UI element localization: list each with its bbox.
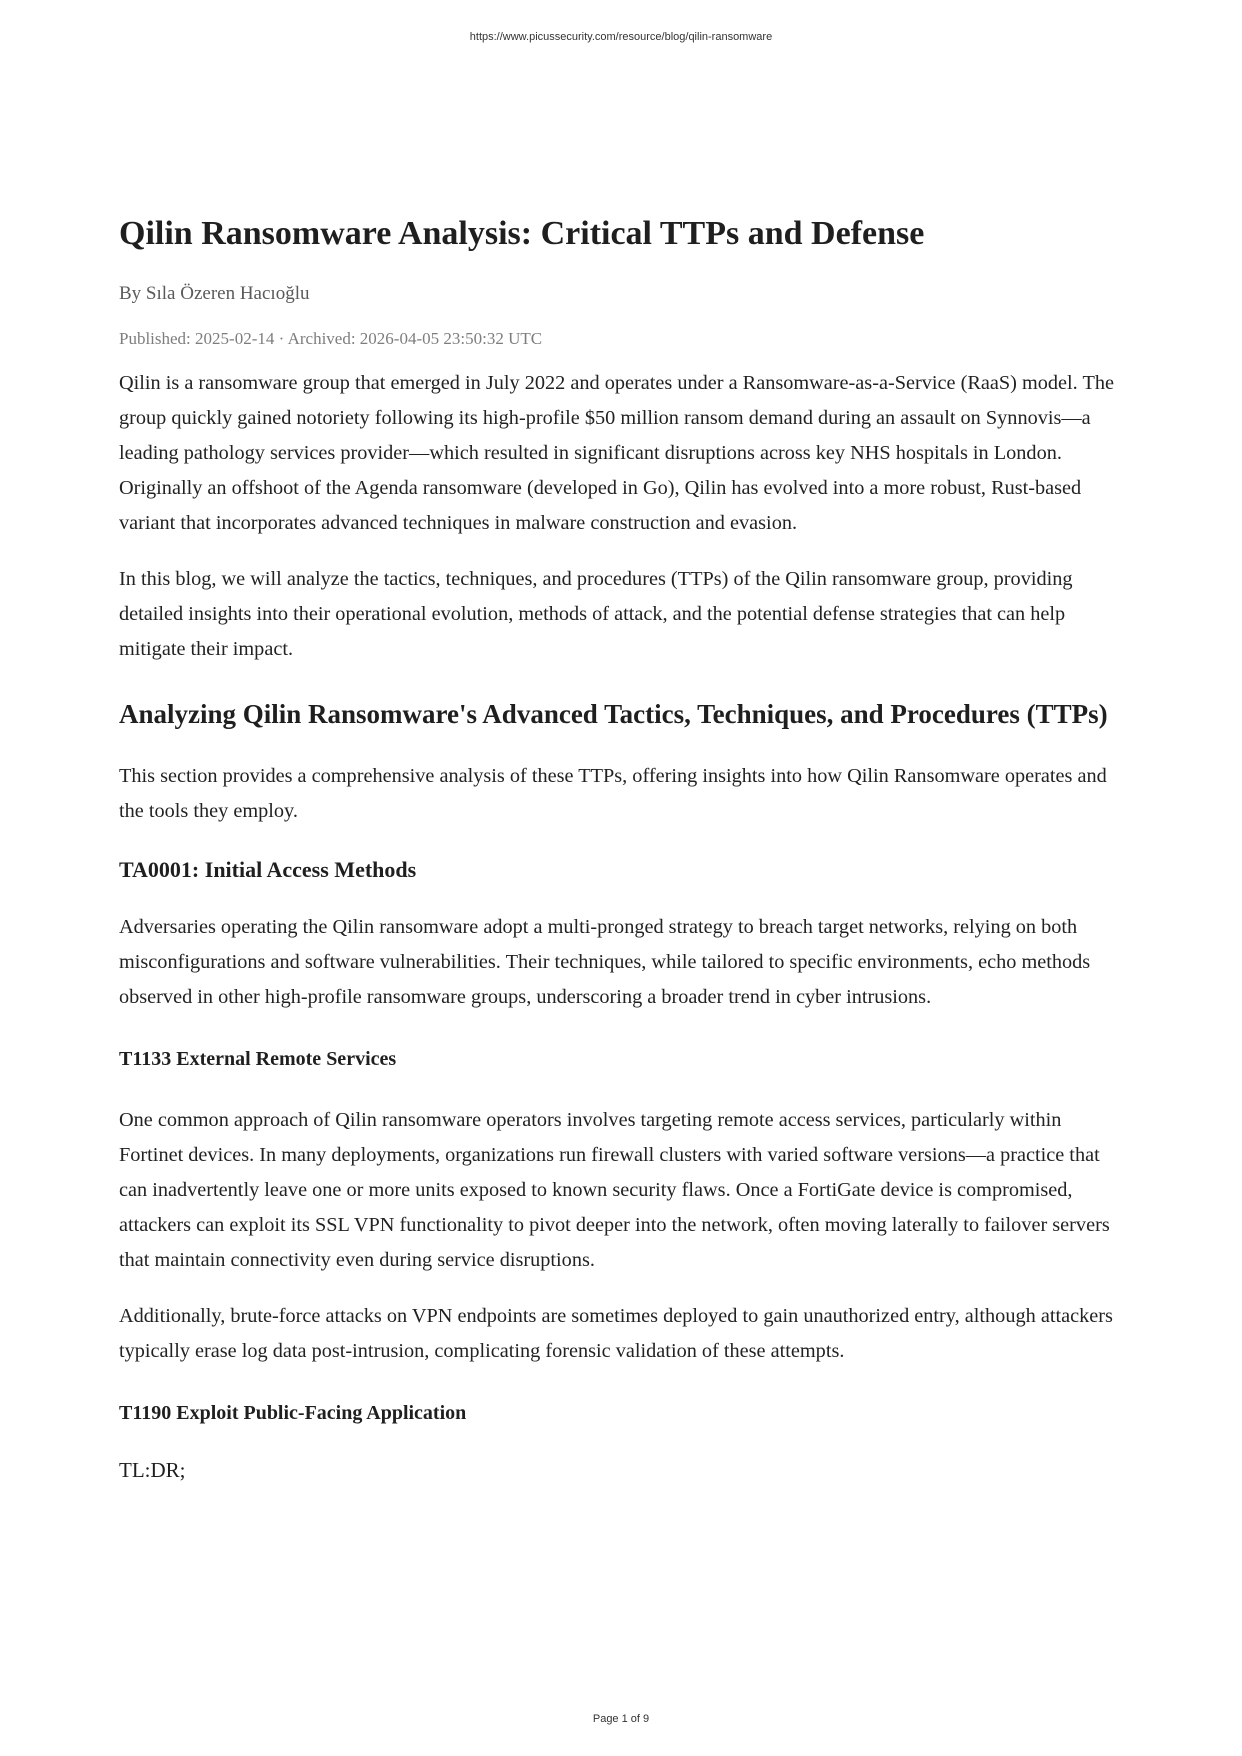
t1133-paragraph-2: Additionally, brute-force attacks on VPN endpoints are sometimes deployed to gain unauthorized entry, although attackers typically erase log data post-intrusion, complicating forensic validation of these attempts. <box>119 1305 1113 1362</box>
intro-paragraph-2: In this blog, we will analyze the tactics, techniques, and procedures (TTPs) of the Qilin ransomware group, providing detailed insights into their operational evolution, methods of attack, and the potential defense strategies that can help mitigate their impact. <box>119 568 1073 660</box>
page-number-footer: Page 1 of 9 <box>592 1713 650 1725</box>
heading-t1190: T1190 Exploit Public-Facing Application <box>119 1402 467 1424</box>
article-meta: Published: 2025-02-14 · Archived: 2026-04-05 23:50:32 UTC <box>119 329 543 348</box>
page-url-header: https://www.picussecurity.com/resource/blog/qilin-ransomware <box>469 31 773 43</box>
section-intro-paragraph: This section provides a comprehensive analysis of these TTPs, offering insights into how Qilin Ransomware operates and the tools they employ. <box>119 765 1107 822</box>
section-heading-ttps: Analyzing Qilin Ransomware's Advanced Tactics, Techniques, and Procedures (TTPs) <box>119 699 1108 729</box>
article-byline: By Sıla Özeren Hacıoğlu <box>119 283 310 304</box>
heading-t1133: T1133 External Remote Services <box>119 1048 397 1070</box>
heading-ta0001: TA0001: Initial Access Methods <box>119 857 417 882</box>
article-title: Qilin Ransomware Analysis: Critical TTPs and Defense <box>119 215 925 252</box>
ta0001-paragraph: Adversaries operating the Qilin ransomware adopt a multi-pronged strategy to breach target networks, relying on both misconfigurations and software vulnerabilities. Their techniques, while tailored to specific environments, echo methods observed in other high-profile ransomware groups, underscoring a broader trend in cyber intrusions. <box>119 916 1091 1008</box>
t1190-tldr: TL:DR; <box>119 1458 186 1482</box>
article-body <box>119 210 1124 1485</box>
t1133-paragraph-1: One common approach of Qilin ransomware operators involves targeting remote access services, particularly within Fortinet devices. In many deployments, organizations run firewall clusters with varied software versions—a practice that can inadvertently leave one or more units exposed to known security flaws. Once a FortiGate device is compromised, attackers can exploit its SSL VPN functionality to pivot deeper into the network, often moving laterally to failover servers that maintain connectivity even during service disruptions. <box>119 1109 1110 1271</box>
intro-paragraph-1: Qilin is a ransomware group that emerged in July 2022 and operates under a Ransomware-as-a-Service (RaaS) model. The group quickly gained notoriety following its high-profile $50 million ransom demand during an assault on Synnovis—a leading pathology services provider—which resulted in significant disruptions across key NHS hospitals in London. Originally an offshoot of the Agenda ransomware (developed in Go), Qilin has evolved into a more robust, Rust-based variant that incorporates advanced techniques in malware construction and evasion. <box>119 372 1114 534</box>
